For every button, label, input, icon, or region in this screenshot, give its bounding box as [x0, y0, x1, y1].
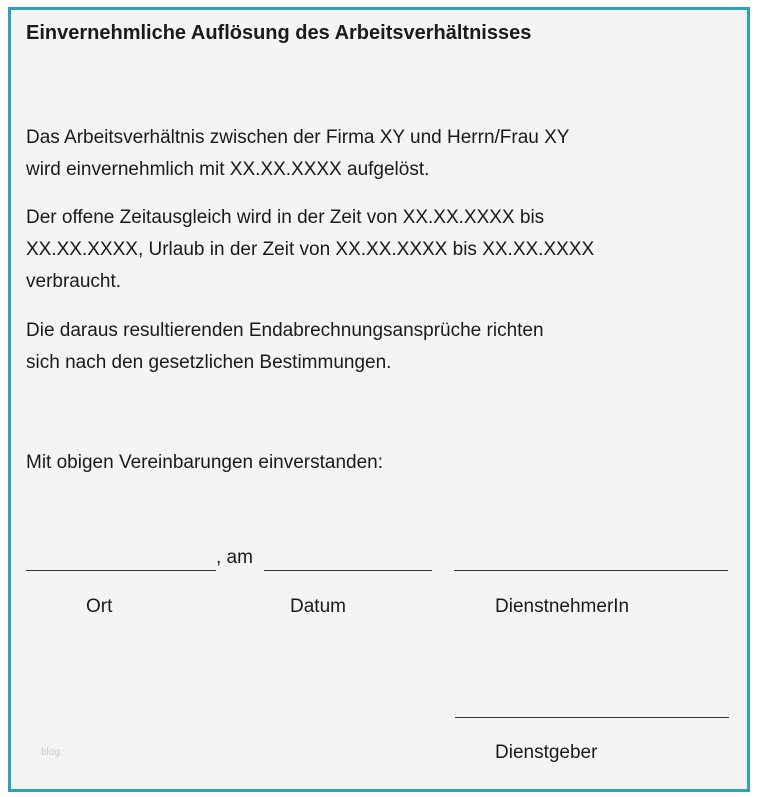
paragraph-line: XX.XX.XXXX, Urlaub in der Zeit von XX.XX.XXXX bis XX.XX.XXXX	[26, 239, 595, 260]
datum-signature-line	[264, 570, 432, 571]
dienstnehmer-label: DienstnehmerIn	[495, 596, 630, 617]
document-frame	[8, 7, 750, 792]
paragraph-line: Die daraus resultierenden Endabrechnungsansprüche richten	[26, 320, 544, 341]
paragraph-line: wird einvernehmlich mit XX.XX.XXXX aufgelöst.	[26, 159, 430, 180]
paragraph-line: Das Arbeitsverhältnis zwischen der Firma XY und Herrn/Frau XY	[26, 127, 570, 148]
document-title: Einvernehmliche Auflösung des Arbeitsverhältnisses	[26, 22, 532, 44]
paragraph-line: verbraucht.	[26, 271, 122, 292]
datum-label: Datum	[290, 596, 346, 617]
paragraph-line: sich nach den gesetzlichen Bestimmungen.	[26, 352, 392, 373]
dienstnehmer-signature-line	[454, 570, 728, 571]
ort-signature-line	[26, 570, 216, 571]
date-separator: , am	[216, 547, 253, 568]
ort-label: Ort	[86, 596, 113, 617]
watermark: blog	[41, 747, 60, 758]
dienstgeber-signature-line	[455, 717, 729, 718]
paragraph-settlement	[26, 315, 544, 379]
paragraph-leave	[26, 202, 594, 298]
dienstgeber-label: Dienstgeber	[495, 742, 598, 763]
paragraph-line: Der offene Zeitausgleich wird in der Zeit von XX.XX.XXXX bis	[26, 207, 545, 228]
agreement-statement: Mit obigen Vereinbarungen einverstanden:	[26, 452, 384, 473]
paragraph-termination	[26, 122, 569, 186]
